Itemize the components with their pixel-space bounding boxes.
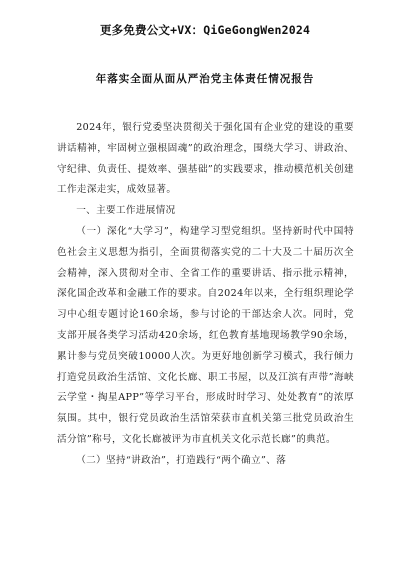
promo-banner: 更多免费公文+VX：QiGeGongWen2024 [99, 23, 311, 37]
section-heading: 一、主要工作进展情况 [76, 205, 176, 217]
intro-paragraph: 2024年，银行党委坚决贯彻关于强化国有企业党的建设的重要讲话精神，牢固树立强根固魂”的政治理念，围绕大学习、讲政治、守纪律、负责任、提效率、强基础”的实践要求，推动模范机关创建工作走深走实，成效显著。 [57, 122, 354, 196]
document-body [57, 118, 354, 472]
body-paragraph: （二）坚持“讲政治”，打造践行“两个确立”、落 [76, 454, 287, 466]
document-title: 年落实全面从面从严治党主体责任情况报告 [95, 73, 315, 85]
body-paragraph: （一）深化“大学习”，构建学习型党组织。坚持新时代中国特色社会主义思想为指引，全面贯彻落实党的二十大及二十届历次全会精神，深入贯彻对全市、全省工作的重要讲话、指示批示精神，深化国企改革和金融工作的要求。自2024年以来，全行组织理论学习中心组专题讨论160余场，参与讨论的干部达余人次。同时，党支部开展各类学习活动420余场，红色教育基地现场教学90余场，累计参与党员突破10000人次。为更好地创新学习模式，我行倾力打造党员政治生活馆、文化长廊、职工书屋，以及江滨有声带”海峡云学堂・掏星APP”等学习平台，形成时时学习、处处教育”的浓厚氛围。其中，银行党员政治生活馆荣获市直机关第三批党员政治生活分馆”称号，文化长廊被评为市直机关文化示范长廊”的典范。 [57, 225, 354, 445]
